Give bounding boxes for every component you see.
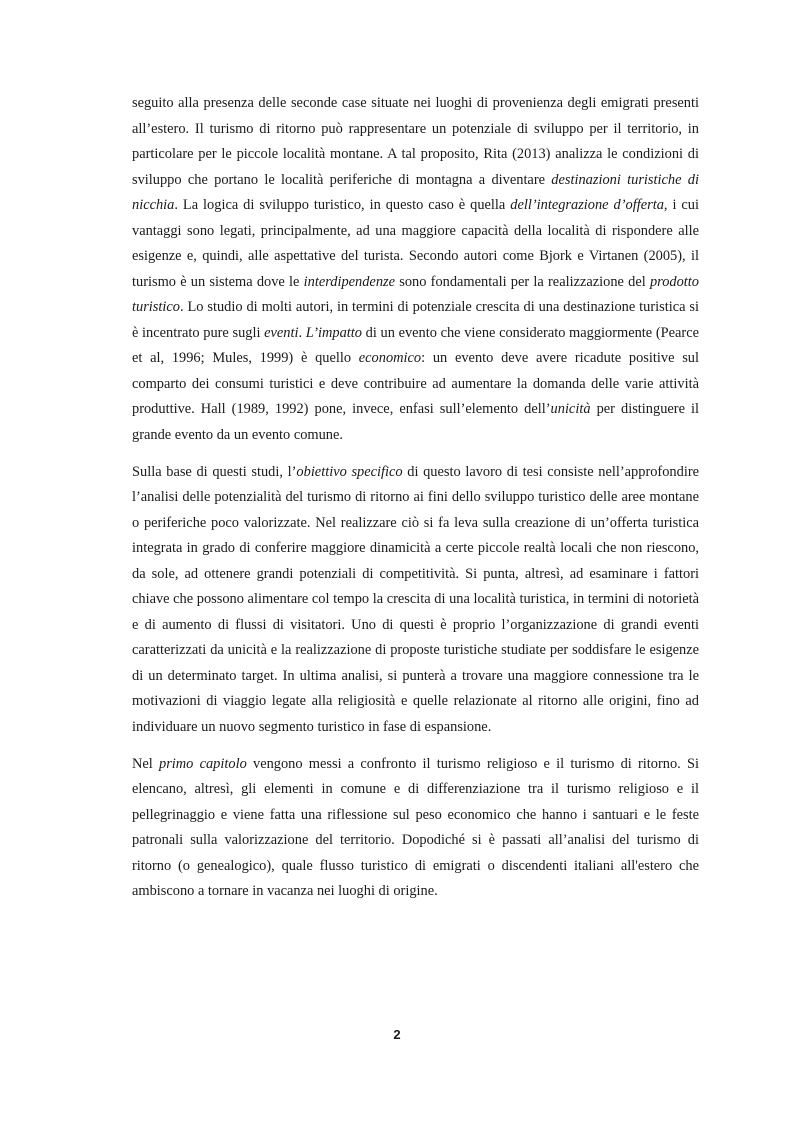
text-run: . La logica di sviluppo turistico, in questo caso è quella [174, 197, 511, 213]
italic-text: unicità [550, 401, 591, 417]
italic-text: L’impatto [305, 324, 362, 341]
text-run: di questo lavoro di tesi consiste nell’approfondire l’analisi delle potenzialità del turismo di ritorno ai fini dello sviluppo turistico delle aree montane o periferiche poco valorizzate. Nel realizzare ciò si fa leva sulla creazione di un’offerta turistica integrata in grado di conferire maggiore dinamicità a certe piccole realtà locali che non riescono, da sole, ad ottenere grandi potenziali di competitività. Si punta, altresì, ad esaminare i fattori chiave che possono alimentare col tempo la crescita di una località turistica, in termini di notorietà e di aumento di flussi di visitatori. Uno di questi è proprio l’organizzazione di grandi eventi caratterizzati da unicità e la realizzazione di proposte turistiche studiate per soddisfare le esigenze di un determinato target. In ultima analisi, si punterà a trovare una maggiore connessione tra le motivazioni di viaggio legate alla religiosità e quelle relazionate al ritorno alle origini, fino ad individuare un nuovo segmento turistico in fase di espansione. [132, 463, 699, 735]
text-run: . Lo studio di molti autori, in termini di potenziale crescita di una destinazione turistica si è incentrato pure sugli [132, 299, 699, 341]
text-run: di un evento che viene considerato maggiormente (Pearce et al, 1996; Mules, 1999) è quello [132, 324, 699, 366]
text-run: seguito alla presenza delle seconde case situate nei luoghi di provenienza degli emigrati presenti all’estero. Il turismo di ritorno può rappresentare un potenziale di sviluppo per il territorio, in particolare per le piccole località montane. A tal proposito, Rita (2013) analizza le condizioni di sviluppo che portano le località periferiche di montagna a diventare [132, 95, 699, 188]
italic-text: dell’integrazione d’offerta [510, 197, 664, 213]
text-run: . [298, 324, 306, 341]
text-run: sono fondamentali per la realizzazione del [395, 273, 650, 290]
text-run: Sulla base di questi studi, l’ [132, 463, 297, 480]
paragraph-1 [132, 91, 699, 448]
italic-text: primo capitolo [159, 755, 247, 772]
italic-text: economico [358, 350, 422, 366]
paragraph-3 [132, 752, 699, 905]
italic-text: prodotto turistico [132, 273, 699, 315]
italic-text: interdipendenze [303, 273, 396, 290]
document-page [132, 91, 699, 905]
italic-text: obiettivo specifico [296, 463, 403, 480]
page-number: 2 [393, 1027, 401, 1042]
text-run: Nel [132, 755, 159, 772]
italic-text: eventi [264, 324, 299, 341]
text-run: vengono messi a confronto il turismo religioso e il turismo di ritorno. Si elencano, altresì, gli elementi in comune e di differenziazione tra il turismo religioso e il pellegrinaggio e viene fatta una riflessione sul peso economico che hanno i santuari e le feste patronali sulla valorizzazione del territorio. Dopodiché si è passati all’analisi del turismo di ritorno (o genealogico), quale flusso turistico di emigrati o discendenti italiani all'estero che ambiscono a tornare in vacanza nei luoghi di origine. [132, 755, 699, 899]
text-run: per distinguere il grande evento da un evento comune. [132, 401, 700, 443]
text-run: : un evento deve avere ricadute positive sul comparto dei consumi turistici e deve contribuire ad aumentare la domanda delle varie attività produttive. Hall (1989, 1992) pone, invece, enfasi sull’elemento dell’ [132, 350, 700, 417]
italic-text: destinazioni turistiche di nicchia [132, 171, 699, 213]
paragraph-2 [132, 460, 699, 741]
text-run: , i cui vantaggi sono legati, principalmente, ad una maggiore capacità della località di rispondere alle esigenze e, quindi, alle aspettative del turista. Secondo autori come Bjork e Virtanen (2005), il turismo è un sistema dove le [132, 197, 699, 290]
